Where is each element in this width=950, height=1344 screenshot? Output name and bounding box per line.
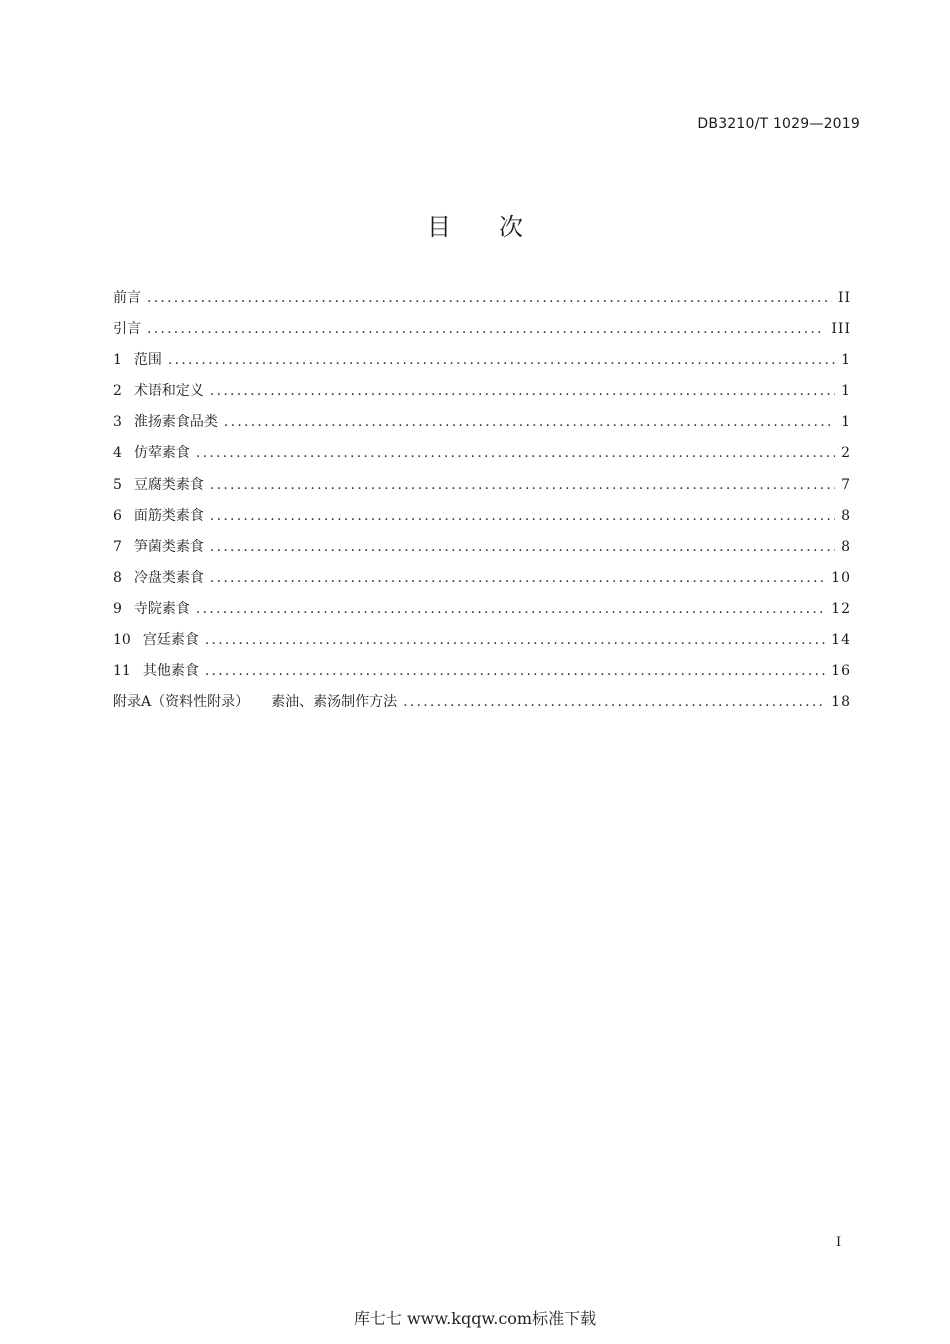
toc-entry-label: 冷盘类素食 [133, 569, 204, 586]
toc-entry-11[interactable] [113, 660, 851, 691]
toc-entry-1[interactable] [113, 349, 851, 380]
toc-entry-label: 前言 [113, 290, 141, 306]
dot-leader [224, 411, 835, 433]
table-of-contents [113, 287, 851, 722]
toc-entry-page: 8 [841, 538, 851, 555]
toc-entry-8[interactable] [113, 567, 851, 598]
toc-entry-label: 笋菌类素食 [133, 538, 204, 555]
toc-entry-introduction[interactable] [113, 318, 851, 349]
toc-entry-7[interactable] [113, 536, 851, 567]
standard-code: DB3210/T 1029—2019 [697, 116, 860, 132]
toc-entry-2[interactable] [113, 380, 851, 411]
appendix-title: 素油、素汤制作方法 [271, 694, 398, 711]
toc-entry-number: 2 [113, 383, 122, 400]
toc-entry-10[interactable] [113, 629, 851, 660]
toc-entry-number: 3 [113, 414, 122, 431]
toc-entry-number: 7 [113, 538, 122, 555]
toc-entry-number: 10 [113, 632, 131, 649]
dot-leader [210, 474, 835, 496]
toc-entry-page: 16 [831, 663, 851, 680]
toc-entry-foreword[interactable] [113, 287, 851, 318]
toc-entry-label [113, 691, 397, 713]
toc-entry-page: 12 [831, 600, 851, 617]
toc-entry-page: 1 [841, 352, 851, 369]
toc-entry-number: 1 [113, 352, 122, 369]
toc-entry-label: 引言 [113, 321, 141, 338]
toc-entry-number: 9 [113, 600, 122, 617]
toc-entry-page: 1 [841, 383, 851, 400]
toc-entry-4[interactable] [113, 442, 851, 473]
toc-entry-label: 仿荤素食 [133, 445, 190, 462]
toc-entry-page: 8 [841, 507, 851, 524]
dot-leader [210, 505, 835, 527]
dot-leader [147, 287, 832, 309]
dot-leader [205, 629, 825, 651]
toc-entry-label: 其他素食 [142, 663, 199, 680]
toc-entry-3[interactable] [113, 411, 851, 442]
dot-leader [196, 442, 835, 464]
toc-entry-label: 淮扬素食品类 [133, 414, 218, 431]
toc-entry-page: III [831, 321, 851, 338]
watermark-text: 库七七 www.kqqw.com标准下载 [353, 1309, 597, 1328]
dot-leader [403, 691, 825, 713]
toc-entry-number: 4 [113, 445, 122, 462]
dot-leader [210, 567, 825, 589]
page-title: 目次 [427, 213, 571, 241]
appendix-designation: 附录A（资料性附录） [113, 694, 250, 711]
dot-leader [205, 660, 825, 682]
toc-entry-number: 6 [113, 507, 122, 524]
page-number: I [836, 1235, 842, 1250]
dot-leader [147, 318, 825, 340]
toc-entry-page: 2 [841, 445, 851, 462]
toc-entry-appendix-a[interactable] [113, 691, 851, 722]
toc-entry-page: II [837, 290, 851, 306]
toc-entry-page: 14 [831, 632, 851, 649]
toc-entry-label: 宫廷素食 [142, 632, 199, 649]
dot-leader [168, 349, 835, 371]
toc-entry-page: 10 [831, 569, 851, 586]
toc-entry-label: 面筋类素食 [133, 507, 204, 524]
toc-entry-page: 1 [841, 414, 851, 431]
toc-entry-number: 5 [113, 476, 122, 493]
toc-entry-label: 范围 [133, 352, 162, 369]
toc-entry-9[interactable] [113, 598, 851, 629]
toc-entry-page: 7 [841, 476, 851, 493]
toc-entry-page: 18 [831, 694, 851, 711]
dot-leader [210, 536, 835, 558]
toc-entry-6[interactable] [113, 505, 851, 536]
toc-entry-label: 寺院素食 [133, 600, 190, 617]
toc-entry-5[interactable] [113, 474, 851, 505]
dot-leader [210, 380, 835, 402]
toc-entry-number: 8 [113, 569, 122, 586]
dot-leader [196, 598, 825, 620]
toc-entry-label: 术语和定义 [133, 383, 204, 400]
toc-entry-number: 11 [113, 663, 131, 680]
toc-entry-label: 豆腐类素食 [133, 476, 204, 493]
